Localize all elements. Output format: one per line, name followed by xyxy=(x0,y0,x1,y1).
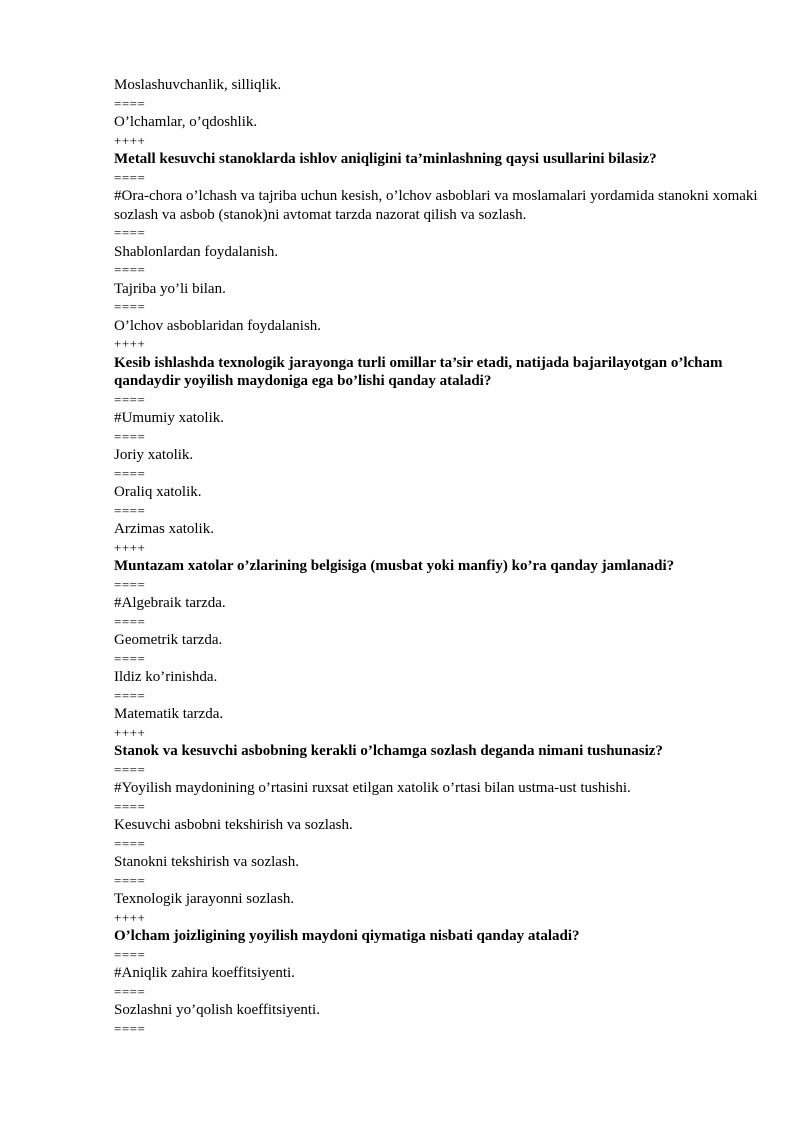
answer-option-correct: #Ora-chora o’lchash va tajriba uchun kesish, o’lchov asboblari va moslamalari yordamida stanokni xomaki sozlash va asbob (stanok)ni avtomat tarzda nazorat qilish va sozlash. xyxy=(114,188,762,223)
option-separator: ==== xyxy=(114,465,146,481)
option-separator: ==== xyxy=(114,169,146,185)
answer-option: Tajriba yo’li bilan. xyxy=(114,280,226,297)
question-separator: ++++ xyxy=(114,336,146,351)
document-page xyxy=(114,76,774,1038)
question-separator: ++++ xyxy=(114,909,146,925)
option-separator: ==== xyxy=(114,761,146,777)
question-text: Metall kesuvchi stanoklarda ishlov aniqligini ta’minlashning qaysi usullarini bilasiz? xyxy=(114,151,657,167)
option-separator: ==== xyxy=(114,983,146,999)
option-separator: ==== xyxy=(114,428,146,444)
answer-option: Stanokni tekshirish va sozlash. xyxy=(114,854,299,870)
answer-option: Oraliq xatolik. xyxy=(114,484,202,500)
question-separator: ++++ xyxy=(114,539,146,555)
question-text: Muntazam xatolar o’zlarining belgisiga (musbat yoki manfiy) ko’ra qanday jamlanadi? xyxy=(114,558,675,574)
option-separator: ==== xyxy=(114,391,146,407)
answer-option: Arzimas xatolik. xyxy=(114,521,214,537)
option-separator: ==== xyxy=(114,798,146,814)
question-separator: ++++ xyxy=(114,724,146,740)
option-separator: ==== xyxy=(114,225,146,240)
answer-option: Moslashuvchanlik, silliqlik. xyxy=(114,77,282,93)
answer-option: Kesuvchi asbobni tekshirish va sozlash. xyxy=(114,817,353,833)
option-separator: ==== xyxy=(114,613,146,629)
answer-option: Shablonlardan foydalanish. xyxy=(114,243,279,260)
option-separator: ==== xyxy=(114,650,146,666)
option-separator: ==== xyxy=(114,946,146,962)
answer-option-correct: #Algebraik tarzda. xyxy=(114,595,226,611)
question-text: Kesib ishlashda texnologik jarayonga turli omillar ta’sir etadi, natijada bajarilayotgan o’lcham qandaydir yoyilish maydoniga ega bo’lishi qanday ataladi? xyxy=(114,354,727,389)
question-text: Stanok va kesuvchi asbobning kerakli o’lchamga sozlash deganda nimani tushunasiz? xyxy=(114,743,663,759)
option-separator: ==== xyxy=(114,872,146,888)
option-separator: ==== xyxy=(114,262,146,277)
answer-option: O’lchov asboblaridan foydalanish. xyxy=(114,317,322,334)
option-separator: ==== xyxy=(114,1020,146,1036)
answer-option: Joriy xatolik. xyxy=(114,447,194,463)
answer-option: Ildiz ko’rinishda. xyxy=(114,669,218,685)
answer-option: Matematik tarzda. xyxy=(114,706,224,722)
answer-option: Texnologik jarayonni sozlash. xyxy=(114,891,295,907)
question-separator: ++++ xyxy=(114,132,146,148)
option-separator: ==== xyxy=(114,502,146,518)
option-separator: ==== xyxy=(114,835,146,851)
option-separator: ==== xyxy=(114,687,146,703)
answer-option-correct: #Aniqlik zahira koeffitsiyenti. xyxy=(114,965,295,981)
answer-option-correct: #Yoyilish maydonining o’rtasini ruxsat etilgan xatolik o’rtasi bilan ustma-ust tushishi. xyxy=(114,780,631,796)
answer-option-correct: #Umumiy xatolik. xyxy=(114,410,224,426)
answer-option: O’lchamlar, o’qdoshlik. xyxy=(114,114,258,130)
answer-option: Geometrik tarzda. xyxy=(114,632,223,648)
option-separator: ==== xyxy=(114,576,146,592)
option-separator: ==== xyxy=(114,299,146,314)
answer-option: Sozlashni yo’qolish koeffitsiyenti. xyxy=(114,1002,320,1018)
question-text: O’lcham joizligining yoyilish maydoni qiymatiga nisbati qanday ataladi? xyxy=(114,928,580,944)
option-separator: ==== xyxy=(114,95,146,111)
